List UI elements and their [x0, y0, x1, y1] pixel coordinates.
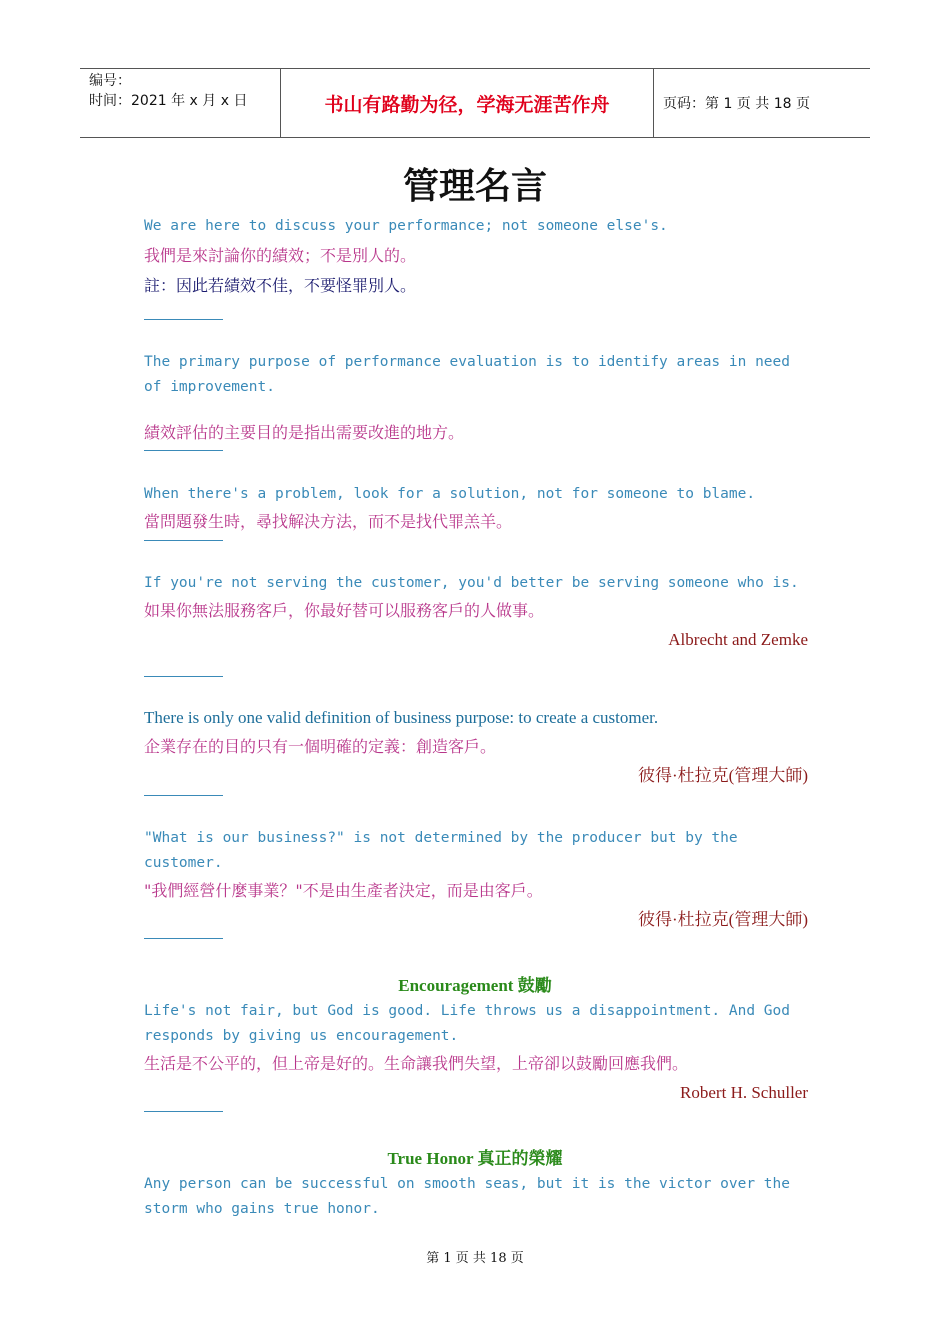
number-label: 编号：	[89, 73, 131, 89]
header-motto: 书山有路勤为径，学海无涯苦作舟	[281, 69, 654, 137]
quote-chinese: 企業存在的目的只有一個明確的定義：創造客戶。	[144, 737, 497, 756]
time-label: 时间：2021 年 x 月 x 日	[89, 93, 248, 109]
separator-line	[144, 1111, 223, 1112]
separator-line	[144, 540, 223, 541]
quote-block	[144, 571, 808, 652]
page-footer: 第 1 页 共 18 页	[426, 1251, 524, 1266]
quote-note: 註：因此若績效不佳，不要怪罪別人。	[144, 276, 417, 295]
section-heading: Encouragement 鼓勵	[398, 976, 552, 995]
quote-block	[144, 1172, 808, 1222]
header-meta	[80, 69, 281, 137]
quote-english: When there's a problem, look for a solution, not for someone to blame.	[144, 486, 756, 502]
separator-line	[144, 938, 223, 939]
quote-english: "What is our business?" is not determined by the producer but by the customer.	[144, 830, 738, 871]
quote-chinese: 績效評估的主要目的是指出需要改進的地方。	[144, 423, 465, 442]
quote-author: Robert H. Schuller	[680, 1083, 808, 1102]
quote-block	[144, 214, 808, 299]
quote-block	[144, 482, 808, 535]
quote-block	[144, 706, 808, 788]
section-heading: True Honor 真正的榮耀	[387, 1149, 563, 1168]
quote-block	[144, 999, 808, 1105]
quote-block	[144, 350, 808, 446]
quote-author: Albrecht and Zemke	[668, 630, 808, 649]
separator-line	[144, 676, 223, 677]
quote-english: We are here to discuss your performance; not someone else's.	[144, 218, 668, 234]
separator-line	[144, 319, 223, 320]
quote-english: If you're not serving the customer, you'd better be serving someone who is.	[144, 575, 799, 591]
quote-chinese: 我們是來討論你的績效；不是別人的。	[144, 246, 417, 265]
quote-english: The primary purpose of performance evaluation is to identify areas in need of improvement.	[144, 354, 791, 395]
quote-chinese: 當問題發生時，尋找解決方法，而不是找代罪羔羊。	[144, 512, 513, 531]
quote-english: Life's not fair, but God is good. Life throws us a disappointment. And God responds by giving us encouragement.	[144, 1003, 791, 1044]
quote-chinese: 生活是不公平的，但上帝是好的。生命讓我們失望，上帝卻以鼓勵回應我們。	[144, 1054, 689, 1073]
quote-chinese: "我們經營什麼事業？"不是由生產者決定，而是由客戶。	[144, 881, 543, 900]
page-header	[80, 68, 870, 138]
quote-english: There is only one valid definition of business purpose: to create a customer.	[144, 708, 659, 727]
separator-line	[144, 450, 223, 451]
quote-chinese: 如果你無法服務客戶，你最好替可以服務客戶的人做事。	[144, 601, 545, 620]
separator-line	[144, 795, 223, 796]
quote-english: Any person can be successful on smooth seas, but it is the victor over the storm who gains true honor.	[144, 1176, 791, 1217]
quote-author: 彼得·杜拉克(管理大師)	[638, 910, 808, 929]
quote-author: 彼得·杜拉克(管理大師)	[638, 766, 808, 785]
quote-block	[144, 826, 808, 932]
page-title: 管理名言	[402, 166, 547, 207]
header-page-info: 页码：第 1 页 共 18 页	[663, 96, 810, 112]
